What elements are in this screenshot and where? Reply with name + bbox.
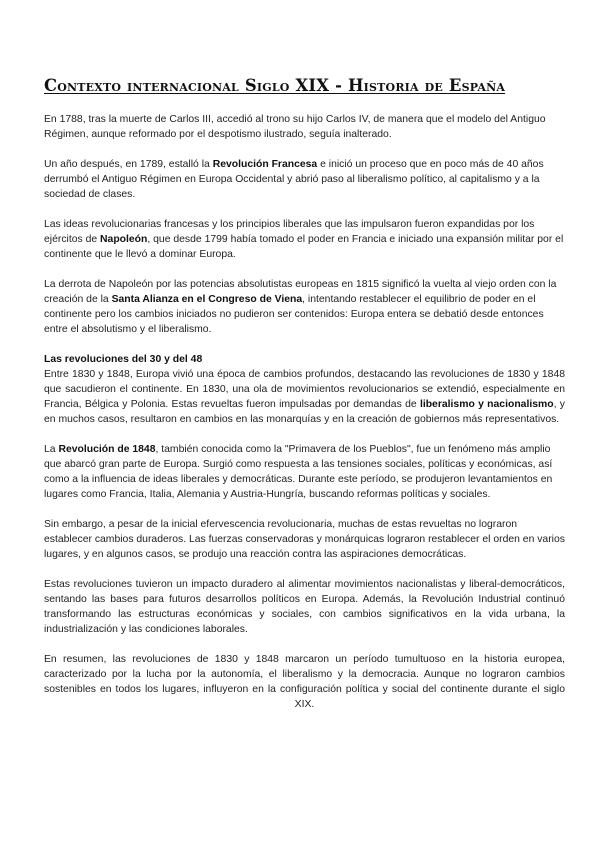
text-segment: La: [44, 444, 59, 455]
text-segment: Un año después, en 1789, estalló la: [44, 159, 213, 170]
bold-term-napoleon: Napoleón: [100, 234, 148, 245]
text-segment: La derrota de Napoleón por las potencias absolutistas europeas en 1815 significó la vuelta al viejo orden con la creación de la: [44, 279, 557, 305]
paragraph-napoleon: [44, 217, 565, 262]
paragraph-sin-embargo: Sin embargo, a pesar de la inicial efervescencia revolucionaria, muchas de estas revueltas no lograron establecer cambios duraderos. Las fuerzas conservadoras y monárquicas lograron restablecer el orden en varios lugares, y en algunos casos, se produjo una reacción contra las aspiraciones democráticas.: [44, 519, 565, 560]
text-segment: , intentando restablecer el equilibrio de poder en el continente pero los cambios iniciados no pudieron ser contenidos: Europa entera se debatió desde entonces entre el absolutismo y el liberalismo.: [44, 294, 544, 335]
bold-term-santa-alianza: Santa Alianza en el Congreso de Viena: [111, 294, 303, 305]
bold-term-revolucion-francesa: Revolución Francesa: [212, 159, 318, 170]
paragraph-revolucion-1848: [44, 442, 565, 502]
bold-term-liberalismo-nacionalismo: liberalismo y nacionalismo: [419, 399, 554, 410]
document-body: [44, 112, 565, 727]
text-segment: , y en muchos casos, resultaron en cambios en las monarquías y en la creación de gobiernos más representativos.: [44, 399, 565, 425]
section-heading-revoluciones: Las revoluciones del 30 y del 48: [44, 354, 203, 365]
paragraph-revoluciones-1830: [44, 367, 565, 427]
paragraph-congreso-viena: [44, 277, 565, 337]
paragraph-resumen: En resumen, las revoluciones de 1830 y 1848 marcaron un período tumultuoso en la historia europea, caracterizado por la lucha por la autonomía, el liberalismo y la democracia. Aunque no lograron cambios sostenibles en todos los lugares, influyeron en la configuración política y social del continente durante el siglo XIX.: [44, 654, 565, 710]
document-title: Contexto internacional Siglo XIX - Historia de España: [44, 76, 506, 95]
paragraph-carlos-iv: En 1788, tras la muerte de Carlos III, accedió al trono su hijo Carlos IV, de manera que el modelo del Antiguo Régimen, aunque reformado por el despotismo ilustrado, seguía inalterado.: [44, 114, 546, 140]
text-segment: , también conocida como la "Primavera de los Pueblos", fue un fenómeno más amplio que abarcó gran parte de Europa. Surgió como respuesta a las tensiones sociales, políticas y económicas, así como a la influencia de ideas liberales y democráticas. Durante este período, se produjeron levantamientos en lugares como Francia, Italia, Alemania y Austria-Hungría, buscando reformas políticas y sociales.: [44, 444, 553, 500]
text-segment: Las ideas revolucionarias francesas y los principios liberales que las impulsaron fueron expandidas por los ejércitos de: [44, 219, 535, 245]
text-segment: e inició un proceso que en poco más de 40 años derrumbó el Antiguo Régimen en Europa Occidental y abrió paso al liberalismo político, al capitalismo y a la sociedad de clases.: [44, 159, 544, 200]
text-segment: Entre 1830 y 1848, Europa vivió una época de cambios profundos, destacando las revoluciones de 1830 y 1848 que sacudieron el continente. En 1830, una ola de movimientos revolucionarios se extendió, especialmente en Francia, Bélgica y Polonia. Estas revueltas fueron impulsadas por demandas de: [44, 369, 565, 410]
text-segment: , que desde 1799 había tomado el poder en Francia e iniciado una expansión militar por el continente que le llevó a dominar Europa.: [44, 234, 564, 260]
paragraph-impacto: Estas revoluciones tuvieron un impacto duradero al alimentar movimientos nacionalistas y liberal-democráticos, sentando las bases para futuros desarrollos políticos en Europa. Además, la Revolución Industrial continuó transformando las estructuras económicas y sociales, con cambios significativos en la vida urbana, la industrialización y las condiciones laborales.: [44, 579, 565, 635]
paragraph-revolucion-francesa: [44, 157, 565, 202]
bold-term-revolucion-1848: Revolución de 1848: [58, 444, 156, 455]
